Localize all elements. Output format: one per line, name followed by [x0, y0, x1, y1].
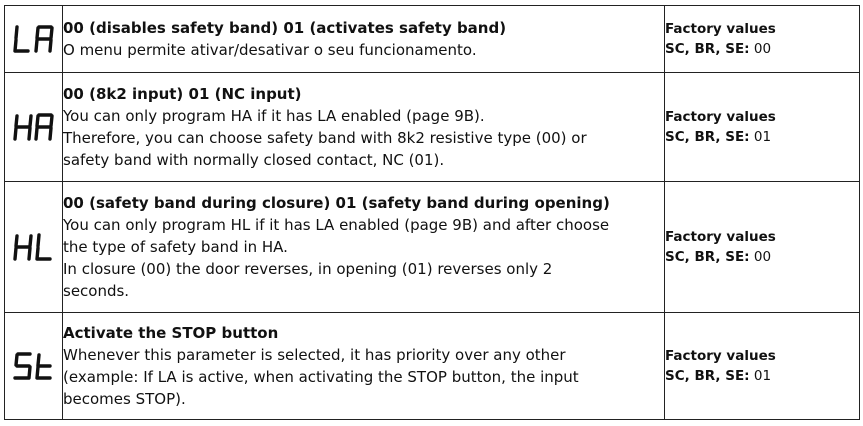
description-line: In closure (00) the door reverses, in opening (01) reverses only 2 [63, 260, 553, 278]
seven-segment-hl-icon [12, 232, 56, 262]
menu-code-cell [5, 313, 63, 420]
description-cell [63, 73, 665, 182]
option-heading: 00 (disables safety band) 01 (activates safety band) [63, 19, 507, 37]
factory-value: 01 [753, 129, 772, 145]
factory-value: 00 [753, 41, 772, 57]
description-line: safety band with normally closed contact, NC (01). [63, 151, 445, 169]
factory-values-cell [665, 73, 860, 182]
menu-code-cell [5, 6, 63, 73]
description-line: O menu permite ativar/desativar o seu funcionamento. [63, 41, 477, 59]
description-line: You can only program HL if it has LA enabled (page 9B) and after choose [63, 216, 610, 234]
menu-parameters-table [4, 5, 860, 420]
factory-value: 00 [753, 249, 772, 265]
option-heading: 00 (8k2 input) 01 (NC input) [63, 85, 302, 103]
factory-models: SC, BR, SE: [665, 249, 750, 265]
factory-values-cell [665, 182, 860, 313]
menu-code-cell [5, 73, 63, 182]
factory-models: SC, BR, SE: [665, 368, 750, 384]
table-row [5, 313, 860, 420]
factory-models: SC, BR, SE: [665, 41, 750, 57]
description-line: becomes STOP). [63, 390, 186, 408]
description-line: the type of safety band in HA. [63, 238, 288, 256]
table-row [5, 182, 860, 313]
factory-models: SC, BR, SE: [665, 129, 750, 145]
table-row [5, 73, 860, 182]
option-heading: Activate the STOP button [63, 324, 279, 342]
description-line: (example: If LA is active, when activating the STOP button, the input [63, 368, 579, 386]
factory-values-title: Factory values [665, 229, 776, 245]
menu-code-cell [5, 182, 63, 313]
factory-values-title: Factory values [665, 21, 776, 37]
option-heading: 00 (safety band during closure) 01 (safety band during opening) [63, 194, 610, 212]
description-line: Therefore, you can choose safety band with 8k2 resistive type (00) or [63, 129, 587, 147]
factory-values-title: Factory values [665, 348, 776, 364]
factory-values-title: Factory values [665, 109, 776, 125]
table-row [5, 6, 860, 73]
seven-segment-st-icon [12, 351, 56, 381]
factory-value: 01 [753, 368, 772, 384]
description-cell [63, 313, 665, 420]
factory-values-cell [665, 6, 860, 73]
seven-segment-ha-icon [12, 112, 56, 142]
factory-values-cell [665, 313, 860, 420]
description-cell [63, 182, 665, 313]
description-line: seconds. [63, 282, 130, 300]
seven-segment-la-icon [12, 24, 56, 54]
description-line: You can only program HA if it has LA enabled (page 9B). [63, 107, 485, 125]
description-line: Whenever this parameter is selected, it has priority over any other [63, 346, 566, 364]
description-cell [63, 6, 665, 73]
